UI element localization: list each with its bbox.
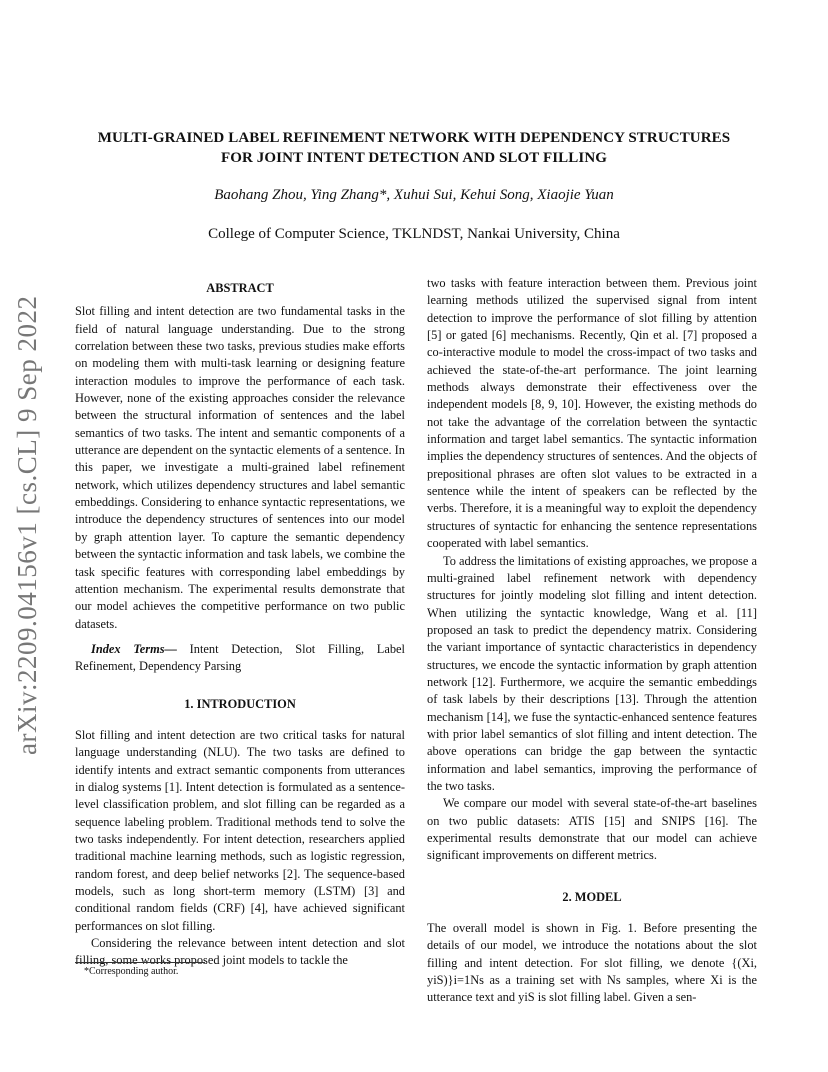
- authors: Baohang Zhou, Ying Zhang*, Xuhui Sui, Kehui Song, Xiaojie Yuan: [214, 187, 614, 203]
- abstract-text: Slot filling and intent detection are two fundamental tasks in the field of natural language understanding. Due to the strong correlation between these two tasks, previous studies make efforts on modeling them with multi-task learning or designing feature interaction modules to improve the performance of each task. However, none of the existing approaches consider the relevance between the structural information of sentences and the label semantics of two tasks. The intent and semantic components of a utterance are dependent on the syntactic elements of a sentence. In this paper, we investigate a multi-grained label refinement network, which utilizes dependency structures and label semantic embeddings. Considering to enhance syntactic representations, we introduce the dependency structures of sentences into our model by graph attention layer. To capture the semantic dependency between the syntactic information and task labels, we combine the task specific features with corresponding label embeddings by attention mechanism. The experimental results demonstrate that our model achieves the competitive performance on two public datasets.: [75, 304, 405, 631]
- title-line-2: FOR JOINT INTENT DETECTION AND SLOT FILLING: [220, 150, 608, 166]
- right-column: [427, 275, 757, 1007]
- intro-paragraph-2: Considering the relevance between intent detection and slot filling, some works proposed joint models to tackle the: [75, 936, 405, 968]
- index-terms: [75, 641, 405, 676]
- intro-heading: 1. INTRODUCTION: [184, 696, 296, 711]
- arxiv-side-stamp: arXiv:2209.04156v1 [cs.CL] 9 Sep 2022: [12, 295, 42, 755]
- title-line-1: MULTI-GRAINED LABEL REFINEMENT NETWORK WITH DEPENDENCY STRUCTURES: [97, 130, 731, 146]
- intro-paragraph-4: To address the limitations of existing approaches, we propose a multi-grained label refinement network with dependency structures for jointly modeling slot filling and intent detection. When utilizing the syntactic knowledge, Wang et al. [11] proposed an task to predict the dependency matrix. Considering the variant importance of syntactic characteristics in dependency structures, we encode the syntactic information by graph attention network [12]. Furthermore, we acquire the semantic embeddings of task labels by their descriptions [13]. Through the attention mechanism [14], we fuse the syntactic-enhanced sentence features with prior label semantics of slot filling and intent detection. The above operations can bridge the gap between the syntactic information and label semantics, improving the performance of the two tasks.: [427, 553, 757, 793]
- footnote-rule: [75, 962, 205, 963]
- index-terms-text: Intent Detection, Slot Filling, Label Refinement, Dependency Parsing: [75, 641, 405, 674]
- intro-paragraph-1: Slot filling and intent detection are two critical tasks for natural language understanding (NLU). The two tasks are defined to identify intents and extract semantic components from utterances in dialog systems [1]. Intent detection is formulated as a sentence-level classification problem, and slot filling can be regarded as a sequence labeling problem. Traditional methods tend to solve the two tasks independently. For intent detection, researchers applied traditional machine learning methods, such as logistic regression, random forest, and deep belief networks [2]. The sequence-based models, such as long short-term memory (LSTM) [3] and conditional random fields (CRF) [4], have achieved significant performances on slot filling.: [75, 727, 405, 933]
- footnote: *Corresponding author.: [84, 966, 179, 977]
- abstract-heading: ABSTRACT: [206, 281, 274, 295]
- paper-title: [60, 128, 768, 168]
- model-paragraph-1: The overall model is shown in Fig. 1. Before presenting the details of our model, we introduce the notations about the slot filling and intent detection. For slot filling, we denote {(Xi, yiS)}i=1Ns as a training set with Ns samples, where Xi is the utterance text and yiS is slot filling label. Given a sen-: [427, 921, 757, 1005]
- left-column: [75, 280, 405, 970]
- index-terms-label: Index Terms—: [91, 641, 177, 656]
- model-heading: 2. MODEL: [562, 889, 622, 904]
- intro-paragraph-3: two tasks with feature interaction between them. Previous joint learning methods utilized the supervised signal from intent detection to improve the performance of slot filling by attention [5] or gated [6] mechanisms. Recently, Qin et al. [7] proposed a co-interactive module to model the cross-impact of two tasks and achieved the state-of-the-art performance. The joint learning methods always demonstrate their effectiveness over the independent models [8, 9, 10]. However, the existing methods do not take the advantage of the correlation between the syntactic information and target label semantics. The syntactic information implies the dependency structures of sentences. And the objects of prepositional phrases are often slot values to be extracted in a sentence while the intent of speakers can be reflected by the verbs. Therefore, it is a meaningful way to exploit the dependency structures of syntactic for enhancing the sentence representations cooperated with label semantics.: [427, 276, 757, 551]
- affiliation: College of Computer Science, TKLNDST, Nankai University, China: [208, 226, 620, 242]
- intro-paragraph-5: We compare our model with several state-of-the-art baselines on two public datasets: ATIS [15] and SNIPS [16]. The experimental results demonstrate that our model can achieve significant improvements on different metrics.: [427, 796, 757, 863]
